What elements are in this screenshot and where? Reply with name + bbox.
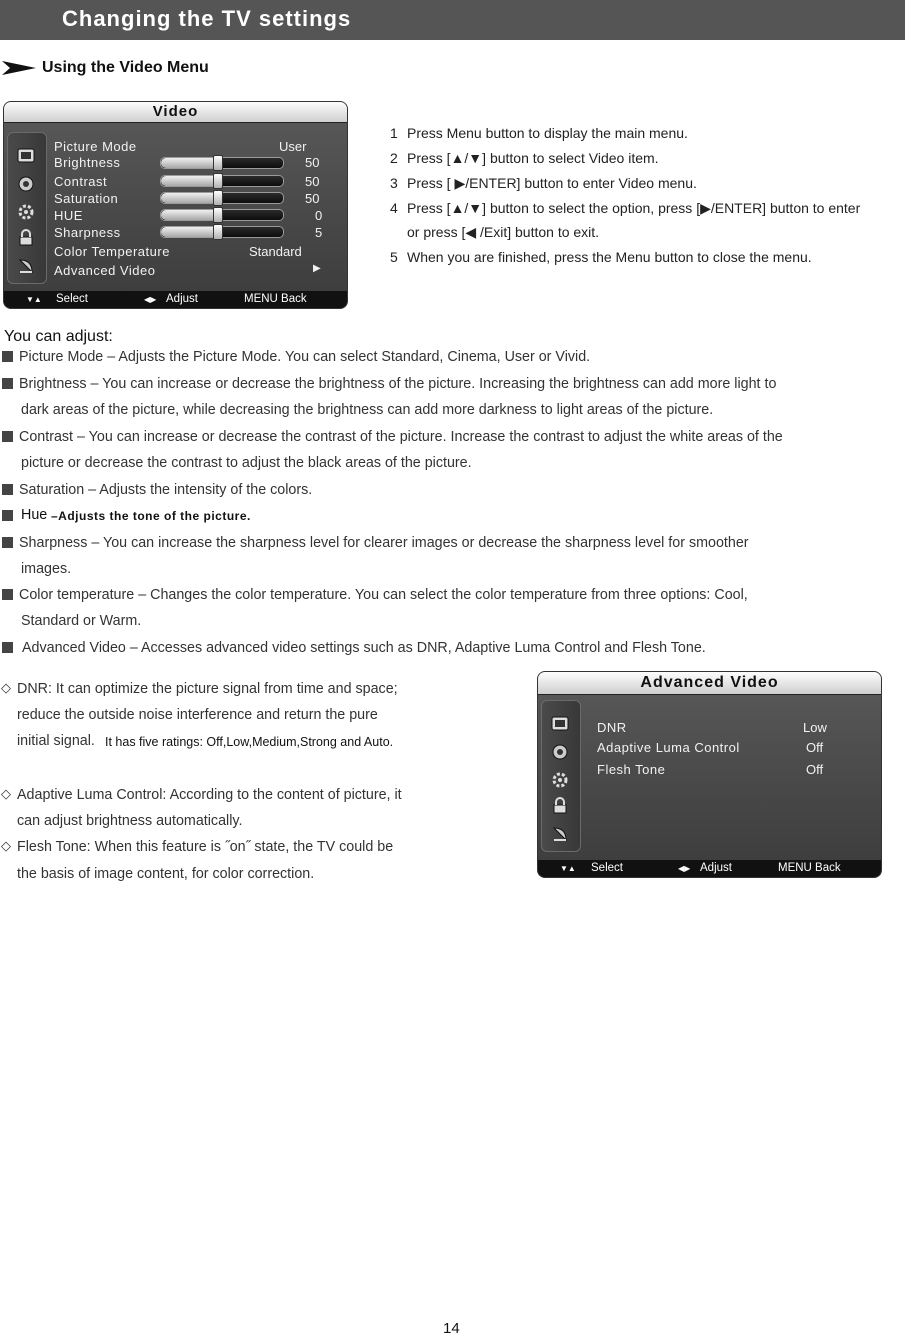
submenu-arrow-icon: ▶ xyxy=(313,263,321,274)
note-flesh-tone-cont: the basis of image content, for color correction. xyxy=(17,866,315,882)
note-flesh-tone: Flesh Tone: When this feature is ˝on˝ state, the TV could be xyxy=(17,839,394,855)
bullet-icon xyxy=(2,510,13,521)
hue-slider[interactable] xyxy=(160,209,284,221)
sharpness-slider[interactable] xyxy=(160,226,284,238)
page-number: 14 xyxy=(443,1320,460,1337)
slider-handle[interactable] xyxy=(213,155,223,171)
menu-item-adaptive-luma-control[interactable]: Adaptive Luma Control xyxy=(597,740,740,755)
left-right-arrows-icon: ◀▶ xyxy=(144,295,157,304)
bullet-icon xyxy=(2,537,13,548)
menu-item-picture-mode[interactable]: Picture Mode xyxy=(54,139,137,154)
bullet-icon xyxy=(2,378,13,389)
desc-contrast: Contrast – You can increase or decrease the contrast of the picture. Increase the contrast to adjust the white areas of the xyxy=(19,429,783,445)
bullet-icon xyxy=(2,589,13,600)
menu-sidebar xyxy=(7,132,47,284)
hint-select: Select xyxy=(591,862,623,874)
lock-icon[interactable] xyxy=(551,797,569,815)
menu-sidebar xyxy=(541,700,581,852)
menu-item-contrast[interactable]: Contrast xyxy=(54,174,108,189)
diamond-icon: ◇ xyxy=(1,838,11,853)
sharpness-value: 5 xyxy=(315,225,323,240)
hint-adjust: Adjust xyxy=(700,862,732,874)
hue-value: 0 xyxy=(315,208,323,223)
satellite-dish-icon[interactable] xyxy=(17,257,35,275)
lock-icon[interactable] xyxy=(17,229,35,247)
menu-item-sharpness[interactable]: Sharpness xyxy=(54,225,121,240)
diamond-icon: ◇ xyxy=(1,680,11,695)
menu-item-dnr[interactable]: DNR xyxy=(597,720,627,735)
contrast-value: 50 xyxy=(305,174,320,189)
arrow-icon xyxy=(2,60,36,76)
dnr-value: Low xyxy=(803,720,827,735)
menu-item-hue[interactable]: HUE xyxy=(54,208,83,223)
desc-color-temperature: Color temperature – Changes the color temperature. You can select the color temperature from three options: Cool, xyxy=(19,587,748,603)
picture-icon[interactable] xyxy=(551,715,569,733)
diamond-icon: ◇ xyxy=(1,786,11,801)
hint-back: MENU Back xyxy=(244,293,307,305)
menu-hint-bar xyxy=(538,860,881,877)
sound-icon[interactable] xyxy=(551,743,569,761)
sound-icon[interactable] xyxy=(17,175,35,193)
note-dnr: DNR: It can optimize the picture signal from time and space; xyxy=(17,681,398,697)
brightness-slider[interactable] xyxy=(160,157,284,169)
desc-brightness-cont: dark areas of the picture, while decreasing the brightness can add more darkness to light areas of the picture. xyxy=(21,402,714,418)
up-down-arrows-icon: ▼▲ xyxy=(560,864,576,873)
bullet-icon xyxy=(2,351,13,362)
note-dnr-signal: initial signal. xyxy=(17,733,95,749)
menu-item-advanced-video[interactable]: Advanced Video xyxy=(54,263,156,278)
menu-item-saturation[interactable]: Saturation xyxy=(54,191,119,206)
contrast-slider[interactable] xyxy=(160,175,284,187)
up-down-arrows-icon: ▼▲ xyxy=(26,295,42,304)
menu-item-flesh-tone[interactable]: Flesh Tone xyxy=(597,762,666,777)
color-temperature-value: Standard xyxy=(249,244,302,259)
note-dnr-ratings: It has five ratings: Off,Low,Medium,Strong and Auto. xyxy=(105,735,394,749)
saturation-value: 50 xyxy=(305,191,320,206)
advanced-menu-title: Advanced Video xyxy=(538,672,881,695)
desc-color-temperature-cont: Standard or Warm. xyxy=(21,613,142,629)
satellite-dish-icon[interactable] xyxy=(551,825,569,843)
page-title: Changing the TV settings xyxy=(62,6,352,31)
menu-item-brightness[interactable]: Brightness xyxy=(54,155,121,170)
hint-adjust: Adjust xyxy=(166,293,198,305)
bullet-icon xyxy=(2,642,13,653)
bullet-icon xyxy=(2,484,13,495)
slider-handle[interactable] xyxy=(213,207,223,223)
desc-saturation: Saturation – Adjusts the intensity of the colors. xyxy=(19,482,313,498)
desc-hue: –Adjusts the tone of the picture. xyxy=(51,509,251,523)
video-menu-title: Video xyxy=(4,102,347,123)
adaptive-luma-value: Off xyxy=(806,740,824,755)
saturation-slider[interactable] xyxy=(160,192,284,204)
slider-handle[interactable] xyxy=(213,224,223,240)
desc-contrast-cont: picture or decrease the contrast to adjust the black areas of the picture. xyxy=(21,455,472,471)
note-adaptive-luma: Adaptive Luma Control: According to the content of picture, it xyxy=(17,787,402,803)
section-heading: Using the Video Menu xyxy=(42,59,209,76)
desc-hue-label: Hue xyxy=(21,507,48,523)
brightness-value: 50 xyxy=(305,155,320,170)
desc-advanced-video: Advanced Video – Accesses advanced video settings such as DNR, Adaptive Luma Control and Flesh Tone. xyxy=(22,640,706,656)
left-right-arrows-icon: ◀▶ xyxy=(678,864,691,873)
menu-hint-bar xyxy=(4,291,347,308)
video-menu-screen xyxy=(3,101,348,309)
desc-picture-mode: Picture Mode – Adjusts the Picture Mode. You can select Standard, Cinema, User or Vivid. xyxy=(19,349,591,365)
adjust-heading: You can adjust: xyxy=(4,328,113,345)
hint-back: MENU Back xyxy=(778,862,841,874)
menu-item-color-temperature[interactable]: Color Temperature xyxy=(54,244,170,259)
hint-select: Select xyxy=(56,293,88,305)
gear-icon[interactable] xyxy=(551,771,569,789)
note-adaptive-luma-cont: can adjust brightness automatically. xyxy=(17,813,243,829)
slider-handle[interactable] xyxy=(213,190,223,206)
bullet-icon xyxy=(2,431,13,442)
page-header-bar xyxy=(0,0,905,40)
flesh-tone-value: Off xyxy=(806,762,824,777)
picture-icon[interactable] xyxy=(17,147,35,165)
picture-mode-value: User xyxy=(279,139,307,154)
gear-icon[interactable] xyxy=(17,203,35,221)
advanced-video-menu-screen xyxy=(537,671,882,878)
slider-handle[interactable] xyxy=(213,173,223,189)
note-dnr-cont: reduce the outside noise interference and return the pure xyxy=(17,707,378,723)
desc-brightness: Brightness – You can increase or decrease the brightness of the picture. Increasing the brightness can add more light to xyxy=(19,376,777,392)
desc-sharpness-cont: images. xyxy=(21,561,72,577)
desc-sharpness: Sharpness – You can increase the sharpness level for clearer images or decrease the sharpness level for smoother xyxy=(19,535,749,551)
